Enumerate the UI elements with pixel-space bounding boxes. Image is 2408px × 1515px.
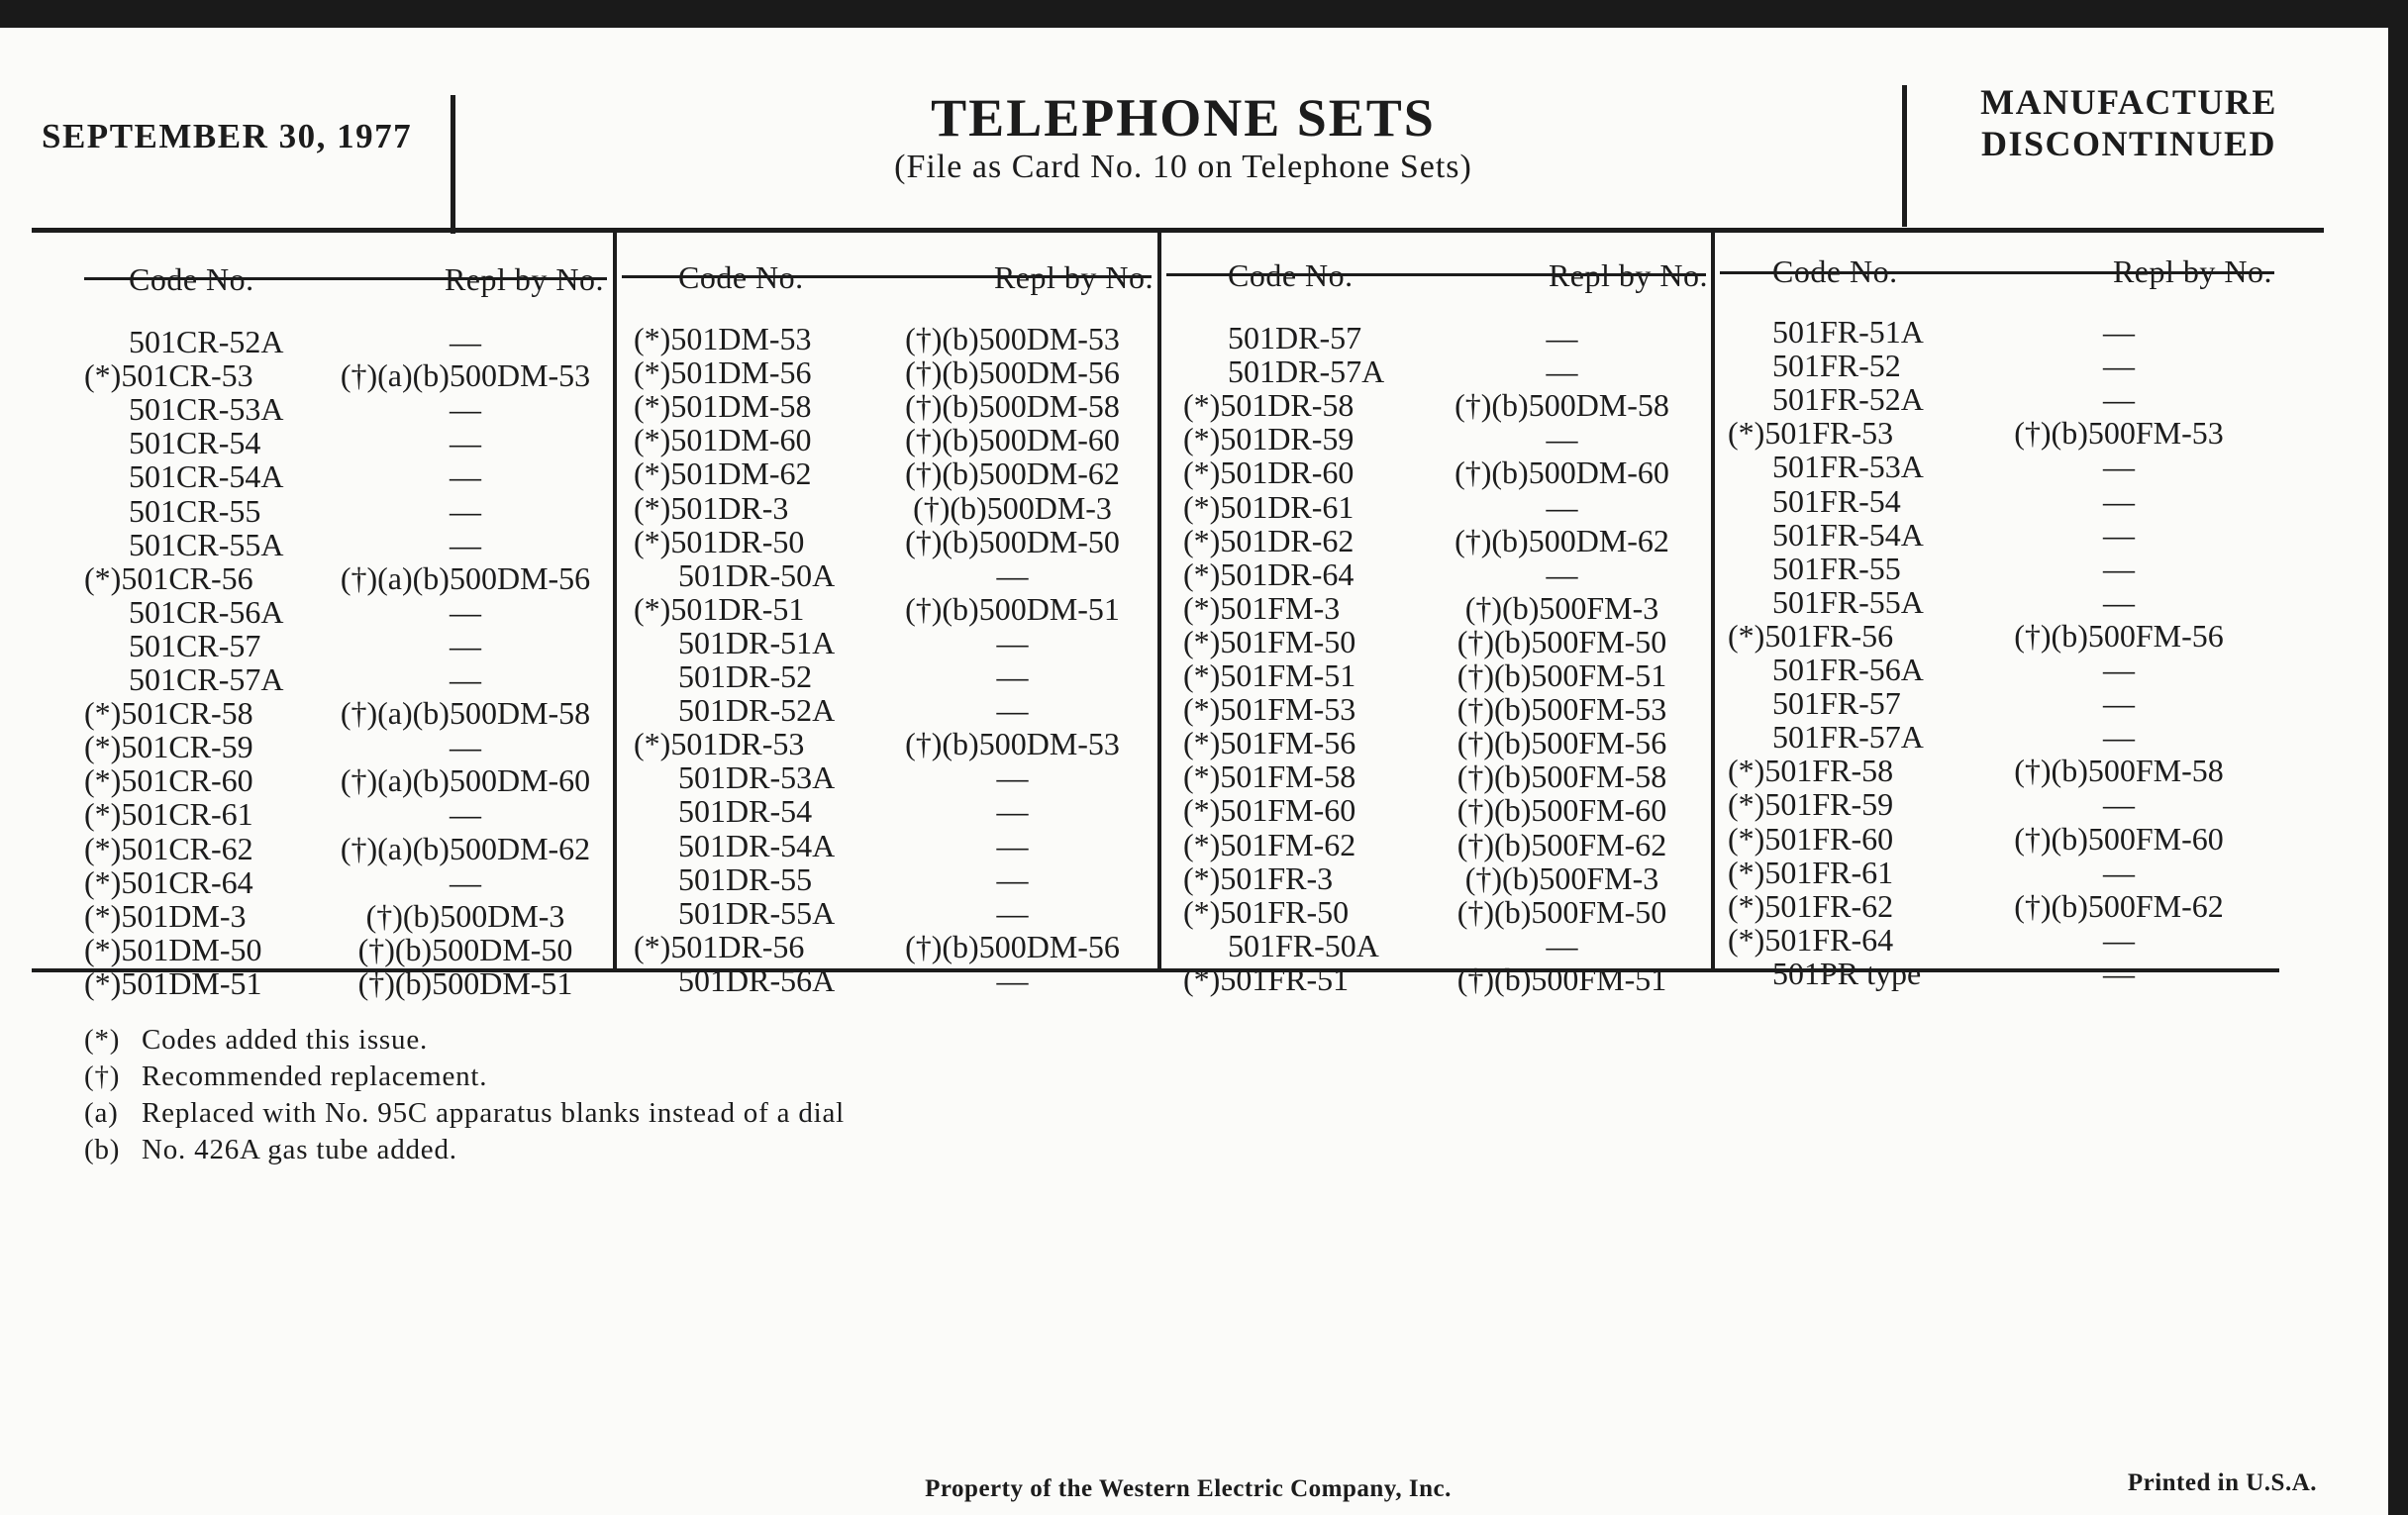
replacement-cell: — bbox=[2103, 854, 2135, 890]
code-cell: 501FR-55 bbox=[1772, 550, 1901, 586]
code-cell: (*)501DR-50 bbox=[634, 523, 805, 559]
code-cell: (*)501FR-60 bbox=[1728, 820, 1894, 857]
footnote-marker: (*) bbox=[84, 1024, 121, 1056]
footnote bbox=[84, 1132, 845, 1168]
status-label bbox=[1931, 81, 2327, 164]
replacement-cell: (†)(a)(b)500DM-62 bbox=[340, 830, 591, 866]
replacement-cell: (†)(a)(b)500DM-58 bbox=[340, 695, 591, 732]
replacement-cell: (†)(b)500DM-53 bbox=[905, 726, 1120, 762]
code-cell: (*)501DR-61 bbox=[1183, 488, 1354, 525]
footnote-text: No. 426A gas tube added. bbox=[142, 1134, 457, 1165]
footnote-text: Recommended replacement. bbox=[142, 1060, 488, 1092]
code-cell: 501DR-57 bbox=[1228, 320, 1362, 355]
code-cell: (*)501CR-56 bbox=[84, 559, 253, 596]
footnote bbox=[84, 1059, 845, 1095]
replacement-cell: (†)(b)500FM-3 bbox=[1464, 859, 1659, 896]
replacement-cell: (†)(b)500FM-62 bbox=[2014, 887, 2224, 924]
code-cell: (*)501CR-60 bbox=[84, 762, 253, 799]
replacement-cell: — bbox=[450, 458, 481, 495]
code-cell: 501FR-51A bbox=[1772, 314, 1924, 350]
replacement-cell: — bbox=[450, 492, 481, 529]
code-cell: 501DR-52A bbox=[678, 692, 836, 729]
replacement-cell: — bbox=[996, 624, 1029, 660]
code-cell: 501FR-52 bbox=[1772, 348, 1901, 384]
replacement-cell: (†)(b)500FM-50 bbox=[1456, 623, 1667, 659]
code-cell: (*)501DM-53 bbox=[634, 321, 812, 356]
code-cell: (*)501FM-56 bbox=[1183, 725, 1356, 761]
code-cell: (*)501FM-60 bbox=[1183, 792, 1356, 829]
repl-column-header: Repl by No. bbox=[1548, 257, 1708, 293]
printed-notice: Printed in U.S.A. bbox=[2127, 1469, 2317, 1496]
code-cell: (*)501FR-58 bbox=[1728, 753, 1894, 789]
replacement-cell: — bbox=[1546, 354, 1578, 390]
code-cell: (*)501DR-3 bbox=[634, 489, 789, 526]
replacement-cell: (†)(b)500DM-62 bbox=[905, 455, 1120, 492]
code-cell: (*)501CR-53 bbox=[84, 357, 253, 394]
replacement-cell: (†)(b)500DM-60 bbox=[905, 422, 1120, 458]
code-cell: (*)501DM-50 bbox=[84, 931, 262, 967]
footnotes bbox=[84, 1022, 845, 1168]
code-cell: (*)501FR-51 bbox=[1183, 960, 1350, 997]
code-cell: (*)501FM-62 bbox=[1183, 826, 1356, 862]
code-cell: 501CR-55A bbox=[129, 526, 284, 562]
replacement-cell: (†)(b)500DM-53 bbox=[905, 321, 1120, 356]
replacement-cell: (†)(b)500DM-51 bbox=[905, 590, 1120, 627]
replacement-cell: — bbox=[996, 658, 1029, 694]
ownership-notice: Property of the Western Electric Company, Inc. bbox=[925, 1475, 1452, 1502]
code-cell: 501DR-53A bbox=[678, 759, 836, 796]
code-cell: (*)501DR-51 bbox=[634, 590, 805, 627]
replacement-cell: — bbox=[2103, 348, 2135, 384]
code-cell: 501DR-54A bbox=[678, 827, 836, 863]
replacement-cell: (†)(b)500FM-50 bbox=[1456, 893, 1667, 930]
code-cell: (*)501DM-51 bbox=[84, 964, 262, 1001]
code-cell: (*)501FM-50 bbox=[1183, 623, 1356, 659]
replacement-cell: (†)(b)500FM-53 bbox=[1456, 691, 1667, 728]
issue-date: SEPTEMBER 30, 1977 bbox=[42, 117, 413, 155]
replacement-cell: — bbox=[450, 729, 481, 765]
replacement-cell: — bbox=[996, 556, 1029, 593]
code-column-header: Code No. bbox=[129, 261, 254, 297]
code-cell: (*)501CR-59 bbox=[84, 729, 253, 765]
code-cell: 501FR-56A bbox=[1772, 652, 1924, 687]
footnote bbox=[84, 1022, 845, 1059]
code-cell: (*)501FM-51 bbox=[1183, 657, 1356, 693]
replacement-cell: — bbox=[996, 894, 1029, 931]
repl-column-header: Repl by No. bbox=[2112, 253, 2272, 289]
footnote bbox=[84, 1095, 845, 1132]
replacement-cell: (†)(b)500DM-58 bbox=[905, 388, 1120, 425]
replacement-cell: — bbox=[1546, 488, 1578, 525]
code-cell: (*)501DM-60 bbox=[634, 422, 812, 458]
replacement-cell: — bbox=[450, 863, 481, 900]
replacement-cell: — bbox=[1546, 927, 1578, 963]
replacement-cell: — bbox=[996, 793, 1029, 830]
replacement-cell: (†)(b)500FM-3 bbox=[1464, 589, 1659, 626]
code-cell: 501CR-57A bbox=[129, 661, 284, 697]
code-cell: 501DR-56A bbox=[678, 961, 836, 998]
code-cell: 501FR-52A bbox=[1772, 381, 1924, 418]
code-cell: 501FR-53A bbox=[1772, 449, 1924, 485]
code-cell: (*)501DR-56 bbox=[634, 928, 805, 964]
replacement-cell: (†)(b)500FM-51 bbox=[1456, 960, 1667, 997]
code-cell: 501CR-56A bbox=[129, 593, 284, 630]
replacement-cell: — bbox=[2103, 550, 2135, 586]
replacement-cell: — bbox=[450, 324, 481, 359]
code-cell: 501DR-55A bbox=[678, 894, 836, 931]
code-cell: (*)501DR-58 bbox=[1183, 387, 1354, 424]
replacement-cell: — bbox=[996, 961, 1029, 998]
code-cell: (*)501FR-62 bbox=[1728, 887, 1894, 924]
code-cell: (*)501DM-58 bbox=[634, 388, 812, 425]
footnote-text: Codes added this issue. bbox=[142, 1024, 429, 1056]
code-cell: 501CR-52A bbox=[129, 324, 284, 359]
replacement-cell: (†)(b)500FM-58 bbox=[1456, 758, 1667, 795]
replacement-cell: — bbox=[996, 827, 1029, 863]
replacement-cell: (†)(b)500DM-62 bbox=[1455, 522, 1669, 558]
code-column-header: Code No. bbox=[1772, 253, 1898, 289]
code-cell: (*)501DR-53 bbox=[634, 726, 805, 762]
replacement-cell: — bbox=[2103, 482, 2135, 519]
page-title: TELEPHONE SETS bbox=[931, 88, 1436, 148]
code-cell: (*)501CR-58 bbox=[84, 695, 253, 732]
repl-column-header: Repl by No. bbox=[444, 261, 604, 297]
code-cell: (*)501FM-3 bbox=[1183, 589, 1341, 626]
replacement-cell: — bbox=[2103, 685, 2135, 722]
code-cell: 501CR-54 bbox=[129, 425, 261, 461]
code-cell: (*)501FR-56 bbox=[1728, 617, 1894, 654]
code-cell: (*)501FR-53 bbox=[1728, 415, 1894, 452]
code-cell: 501CR-53A bbox=[129, 391, 284, 428]
replacement-cell: (†)(b)500DM-56 bbox=[905, 354, 1120, 391]
replacement-cell: — bbox=[450, 425, 481, 461]
replacement-cell: (†)(b)500FM-60 bbox=[2014, 820, 2224, 857]
replacement-cell: — bbox=[2103, 583, 2135, 620]
page-subtitle: (File as Card No. 10 on Telephone Sets) bbox=[894, 149, 1472, 185]
code-cell: 501DR-55 bbox=[678, 860, 813, 897]
replacement-cell: — bbox=[2103, 921, 2135, 958]
code-column-header: Code No. bbox=[1228, 257, 1354, 293]
code-cell: 501DR-57A bbox=[1228, 354, 1385, 390]
code-cell: (*)501CR-64 bbox=[84, 863, 253, 900]
catalog-card bbox=[0, 28, 2388, 1515]
code-cell: 501FR-54 bbox=[1772, 482, 1901, 519]
code-cell: 501FR-55A bbox=[1772, 583, 1924, 620]
code-cell: 501DR-51A bbox=[678, 624, 836, 660]
table-top-rule bbox=[32, 228, 2324, 233]
footnote-marker: (a) bbox=[84, 1097, 119, 1129]
replacement-cell: — bbox=[2103, 955, 2135, 991]
code-cell: (*)501FR-50 bbox=[1183, 893, 1350, 930]
code-cell: 501FR-57A bbox=[1772, 719, 1924, 756]
replacement-cell: — bbox=[450, 526, 481, 562]
code-cell: (*)501DM-3 bbox=[84, 897, 247, 934]
replacement-cell: — bbox=[2103, 314, 2135, 350]
header-divider-right bbox=[1902, 85, 1907, 227]
replacement-cell: — bbox=[1546, 421, 1578, 457]
code-cell: 501DR-50A bbox=[678, 556, 836, 593]
code-cell: (*)501FM-58 bbox=[1183, 758, 1356, 795]
code-cell: (*)501DR-64 bbox=[1183, 556, 1354, 592]
replacement-cell: (†)(b)500FM-51 bbox=[1456, 657, 1667, 693]
replacement-cell: (†)(b)500DM-51 bbox=[357, 964, 573, 1001]
replacement-cell: (†)(a)(b)500DM-53 bbox=[340, 357, 591, 394]
repl-column-header: Repl by No. bbox=[993, 259, 1154, 295]
replacement-cell: — bbox=[2103, 449, 2135, 485]
replacement-cell: (†)(b)500DM-3 bbox=[913, 489, 1112, 526]
code-cell: (*)501DM-62 bbox=[634, 455, 812, 492]
replacement-cell: (†)(b)500DM-3 bbox=[365, 897, 565, 934]
code-cell: 501CR-55 bbox=[129, 492, 261, 529]
replacement-cell: — bbox=[1546, 320, 1578, 355]
replacement-cell: — bbox=[450, 391, 481, 428]
code-cell: (*)501DR-59 bbox=[1183, 421, 1354, 457]
replacement-cell: (†)(a)(b)500DM-60 bbox=[340, 762, 591, 799]
code-cell: 501PR type bbox=[1772, 955, 1922, 991]
replacement-cell: — bbox=[2103, 381, 2135, 418]
replacement-cell: — bbox=[450, 796, 481, 833]
code-cell: 501CR-54A bbox=[129, 458, 284, 495]
replacement-cell: (†)(b)500DM-50 bbox=[905, 523, 1120, 559]
code-cell: 501FR-57 bbox=[1772, 685, 1901, 722]
code-cell: (*)501CR-62 bbox=[84, 830, 253, 866]
replacement-cell: — bbox=[996, 692, 1029, 729]
code-cell: (*)501FM-53 bbox=[1183, 691, 1356, 728]
replacement-cell: (†)(b)500FM-56 bbox=[1456, 725, 1667, 761]
replacement-cell: (†)(b)500FM-58 bbox=[2014, 753, 2224, 789]
status-line-1: MANUFACTURE bbox=[1980, 82, 2277, 122]
replacement-cell: (†)(b)500FM-53 bbox=[2014, 415, 2224, 452]
footnote-marker: (†) bbox=[84, 1060, 121, 1092]
replacement-cell: — bbox=[450, 593, 481, 630]
column-divider-1 bbox=[613, 232, 617, 970]
code-cell: 501DR-54 bbox=[678, 793, 813, 830]
replacement-cell: — bbox=[450, 627, 481, 663]
code-cell: 501DR-52 bbox=[678, 658, 813, 694]
column-divider-3 bbox=[1711, 232, 1715, 970]
replacement-cell: — bbox=[996, 860, 1029, 897]
code-cell: 501FR-50A bbox=[1228, 927, 1379, 963]
column-divider-2 bbox=[1157, 232, 1161, 970]
code-column-header: Code No. bbox=[678, 259, 804, 295]
replacement-cell: (†)(b)500DM-58 bbox=[1455, 387, 1669, 424]
footnote-text: Replaced with No. 95C apparatus blanks instead of a dial bbox=[142, 1097, 846, 1129]
replacement-cell: (†)(b)500FM-60 bbox=[1456, 792, 1667, 829]
code-cell: (*)501FR-61 bbox=[1728, 854, 1894, 890]
replacement-cell: (†)(b)500FM-62 bbox=[1456, 826, 1667, 862]
code-cell: (*)501DR-60 bbox=[1183, 454, 1354, 491]
header-divider-left bbox=[451, 95, 455, 234]
code-cell: (*)501DM-56 bbox=[634, 354, 812, 391]
code-cell: (*)501FR-3 bbox=[1183, 859, 1334, 896]
replacement-cell: — bbox=[1546, 556, 1578, 592]
replacement-cell: (†)(b)500DM-50 bbox=[357, 931, 573, 967]
code-cell: (*)501CR-61 bbox=[84, 796, 253, 833]
code-cell: (*)501DR-62 bbox=[1183, 522, 1354, 558]
replacement-cell: (†)(a)(b)500DM-56 bbox=[340, 559, 591, 596]
code-cell: 501CR-57 bbox=[129, 627, 261, 663]
replacement-cell: — bbox=[2103, 516, 2135, 553]
replacement-cell: — bbox=[2103, 786, 2135, 823]
replacement-cell: (†)(b)500DM-60 bbox=[1455, 454, 1669, 491]
status-line-2: DISCONTINUED bbox=[1980, 124, 2277, 163]
code-cell: (*)501FR-59 bbox=[1728, 786, 1894, 823]
replacement-cell: (†)(b)500FM-56 bbox=[2014, 617, 2224, 654]
code-cell: 501FR-54A bbox=[1772, 516, 1924, 553]
replacement-cell: — bbox=[2103, 719, 2135, 756]
code-cell: (*)501FR-64 bbox=[1728, 921, 1894, 958]
replacement-cell: (†)(b)500DM-56 bbox=[905, 928, 1120, 964]
replacement-cell: — bbox=[996, 759, 1029, 796]
replacement-cell: — bbox=[450, 661, 481, 697]
replacement-cell: — bbox=[2103, 652, 2135, 687]
footnote-marker: (b) bbox=[84, 1134, 121, 1165]
